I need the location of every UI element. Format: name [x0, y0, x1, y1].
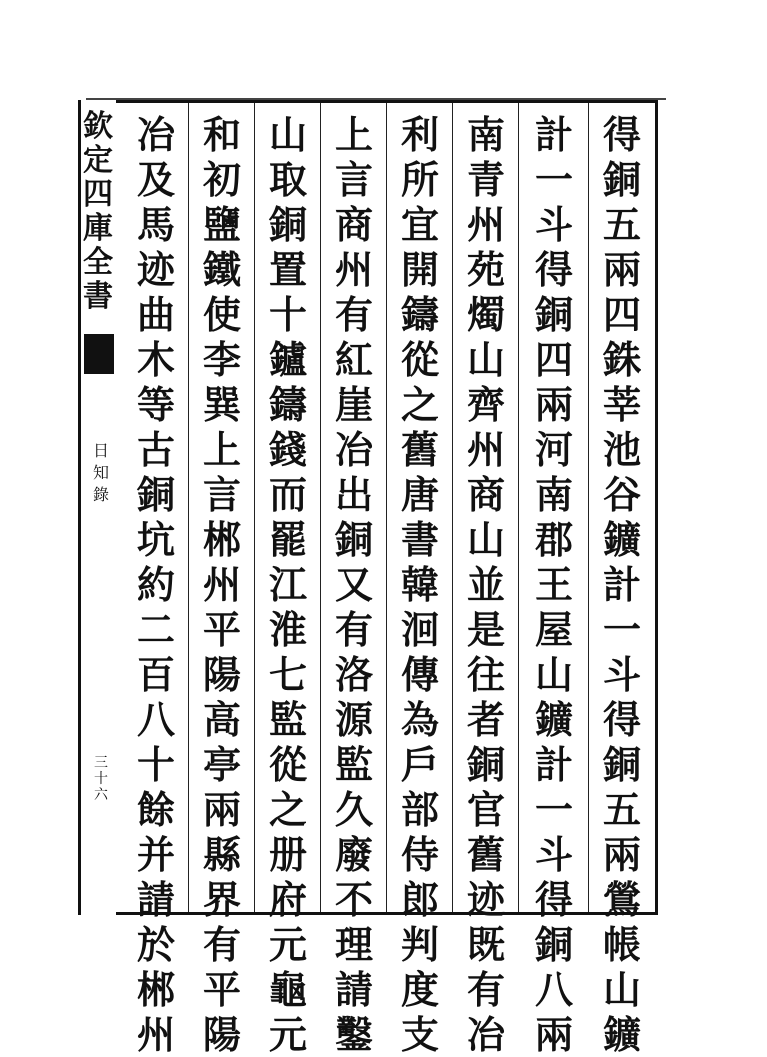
- character: 莘: [602, 382, 641, 427]
- character: 鑛: [534, 697, 573, 742]
- character: 庫: [83, 211, 113, 246]
- character: 銖: [602, 337, 641, 382]
- character: 縣: [202, 832, 241, 877]
- character: 二: [136, 607, 175, 652]
- character: 冶: [334, 427, 373, 472]
- text-column-8: [128, 112, 184, 1057]
- character: 請: [136, 877, 175, 922]
- character: 六: [94, 787, 108, 803]
- text-column-4: [392, 112, 448, 1057]
- character: 坑: [136, 517, 175, 562]
- character: 迹: [466, 877, 505, 922]
- character: 淮: [268, 607, 307, 652]
- margin-book-title: [88, 440, 114, 506]
- character: 和: [202, 112, 241, 157]
- character: 兩: [534, 382, 573, 427]
- character: 百: [136, 652, 175, 697]
- character: 得: [602, 697, 641, 742]
- character: 置: [268, 247, 307, 292]
- character: 有: [334, 292, 373, 337]
- character: 銅: [334, 517, 373, 562]
- character: 鐵: [202, 247, 241, 292]
- character: 青: [466, 157, 505, 202]
- character: 開: [400, 247, 439, 292]
- character: 源: [334, 697, 373, 742]
- character: 郴: [136, 967, 175, 1012]
- character: 日: [92, 441, 109, 460]
- character: 木: [136, 337, 175, 382]
- margin-page-number: [88, 755, 114, 803]
- character: 古: [136, 427, 175, 472]
- character: 洛: [334, 652, 373, 697]
- character: 部: [400, 787, 439, 832]
- character: 有: [466, 967, 505, 1012]
- character: 鑛: [602, 1012, 641, 1057]
- character: 者: [466, 697, 505, 742]
- character: 取: [268, 157, 307, 202]
- character: 界: [202, 877, 241, 922]
- character: 而: [268, 472, 307, 517]
- character: 舊: [400, 427, 439, 472]
- character: 罷: [268, 517, 307, 562]
- character: 傳: [400, 652, 439, 697]
- character: 李: [202, 337, 241, 382]
- character: 山: [466, 517, 505, 562]
- character: 八: [534, 967, 573, 1012]
- character: 言: [334, 157, 373, 202]
- character: 鶯: [602, 877, 641, 922]
- character: 十: [268, 292, 307, 337]
- character: 兩: [202, 787, 241, 832]
- character: 從: [268, 742, 307, 787]
- character: 南: [534, 472, 573, 517]
- column-rule: [452, 103, 453, 912]
- character: 南: [466, 112, 505, 157]
- character: 崖: [334, 382, 373, 427]
- character: 鑛: [602, 517, 641, 562]
- margin-fishtail-block: [84, 334, 114, 374]
- character: 帳: [602, 922, 641, 967]
- character: 馬: [136, 202, 175, 247]
- character: 等: [136, 382, 175, 427]
- character: 郴: [202, 517, 241, 562]
- column-rule: [320, 103, 321, 912]
- character: 鑿: [334, 1012, 373, 1057]
- character: 舊: [466, 832, 505, 877]
- character: 支: [400, 1012, 439, 1057]
- character: 餘: [136, 787, 175, 832]
- character: 屋: [534, 607, 573, 652]
- character: 斗: [534, 202, 573, 247]
- character: 得: [602, 112, 641, 157]
- character: 所: [400, 157, 439, 202]
- character: 書: [400, 517, 439, 562]
- character: 池: [602, 427, 641, 472]
- character: 計: [534, 112, 573, 157]
- text-column-2: [526, 112, 582, 1057]
- character: 山: [534, 652, 573, 697]
- character: 銅: [534, 922, 573, 967]
- character: 計: [534, 742, 573, 787]
- character: 出: [334, 472, 373, 517]
- character: 既: [466, 922, 505, 967]
- character: 州: [136, 1012, 175, 1057]
- character: 陽: [202, 1012, 241, 1057]
- character: 往: [466, 652, 505, 697]
- character: 廢: [334, 832, 373, 877]
- character: 谷: [602, 472, 641, 517]
- character: 定: [83, 143, 113, 178]
- character: 亭: [202, 742, 241, 787]
- character: 册: [268, 832, 307, 877]
- character: 監: [268, 697, 307, 742]
- character: 官: [466, 787, 505, 832]
- character: 府: [268, 877, 307, 922]
- character: 州: [466, 427, 505, 472]
- character: 五: [602, 202, 641, 247]
- character: 州: [202, 562, 241, 607]
- character: 曲: [136, 292, 175, 337]
- character: 之: [400, 382, 439, 427]
- character: 洄: [400, 607, 439, 652]
- margin-title: [80, 110, 116, 314]
- character: 十: [136, 742, 175, 787]
- character: 一: [534, 157, 573, 202]
- character: 侍: [400, 832, 439, 877]
- character: 上: [202, 427, 241, 472]
- character: 河: [534, 427, 573, 472]
- character: 銅: [466, 742, 505, 787]
- character: 得: [534, 877, 573, 922]
- column-rule: [518, 103, 519, 912]
- character: 兩: [602, 832, 641, 877]
- character: 判: [400, 922, 439, 967]
- character: 全: [83, 245, 113, 280]
- character: 錢: [268, 427, 307, 472]
- text-column-6: [260, 112, 316, 1057]
- character: 商: [334, 202, 373, 247]
- character: 商: [466, 472, 505, 517]
- character: 又: [334, 562, 373, 607]
- text-column-7: [194, 112, 250, 1057]
- character: 郡: [534, 517, 573, 562]
- character: 鹽: [202, 202, 241, 247]
- character: 山: [466, 337, 505, 382]
- character: 是: [466, 607, 505, 652]
- character: 郎: [400, 877, 439, 922]
- character: 冶: [136, 112, 175, 157]
- character: 書: [83, 279, 113, 314]
- character: 元: [268, 922, 307, 967]
- character: 於: [136, 922, 175, 967]
- character: 銅: [136, 472, 175, 517]
- character: 鑪: [268, 337, 307, 382]
- character: 三: [94, 755, 108, 771]
- character: 州: [334, 247, 373, 292]
- character: 王: [534, 562, 573, 607]
- character: 從: [400, 337, 439, 382]
- character: 銅: [602, 742, 641, 787]
- character: 宜: [400, 202, 439, 247]
- character: 平: [202, 607, 241, 652]
- character: 四: [602, 292, 641, 337]
- character: 初: [202, 157, 241, 202]
- character: 戶: [400, 742, 439, 787]
- character: 紅: [334, 337, 373, 382]
- character: 平: [202, 967, 241, 1012]
- text-column-5: [326, 112, 382, 1057]
- character: 冶: [466, 1012, 505, 1057]
- character: 鑄: [268, 382, 307, 427]
- character: 銅: [268, 202, 307, 247]
- character: 請: [334, 967, 373, 1012]
- character: 為: [400, 697, 439, 742]
- character: 五: [602, 787, 641, 832]
- character: 不: [334, 877, 373, 922]
- text-column-3: [458, 112, 514, 1057]
- character: 州: [466, 202, 505, 247]
- character: 唐: [400, 472, 439, 517]
- character: 兩: [534, 1012, 573, 1057]
- character: 銅: [534, 292, 573, 337]
- character: 巽: [202, 382, 241, 427]
- character: 久: [334, 787, 373, 832]
- character: 苑: [466, 247, 505, 292]
- character: 計: [602, 562, 641, 607]
- character: 之: [268, 787, 307, 832]
- character: 一: [534, 787, 573, 832]
- character: 並: [466, 562, 505, 607]
- character: 山: [602, 967, 641, 1012]
- character: 監: [334, 742, 373, 787]
- character: 度: [400, 967, 439, 1012]
- character: 約: [136, 562, 175, 607]
- character: 斗: [534, 832, 573, 877]
- character: 陽: [202, 652, 241, 697]
- character: 斗: [602, 652, 641, 697]
- character: 欽: [83, 109, 113, 144]
- character: 上: [334, 112, 373, 157]
- character: 銅: [602, 157, 641, 202]
- character: 鑄: [400, 292, 439, 337]
- character: 十: [94, 771, 108, 787]
- character: 齊: [466, 382, 505, 427]
- character: 元: [268, 1012, 307, 1057]
- character: 高: [202, 697, 241, 742]
- character: 兩: [602, 247, 641, 292]
- character: 一: [602, 607, 641, 652]
- character: 理: [334, 922, 373, 967]
- character: 錄: [92, 485, 109, 504]
- character: 四: [83, 177, 113, 212]
- character: 龜: [268, 967, 307, 1012]
- character: 迹: [136, 247, 175, 292]
- character: 使: [202, 292, 241, 337]
- character: 利: [400, 112, 439, 157]
- character: 四: [534, 337, 573, 382]
- column-rule: [588, 103, 589, 912]
- character: 得: [534, 247, 573, 292]
- character: 韓: [400, 562, 439, 607]
- character: 七: [268, 652, 307, 697]
- character: 山: [268, 112, 307, 157]
- column-rule: [386, 103, 387, 912]
- character: 知: [92, 463, 109, 482]
- column-rule: [188, 103, 189, 912]
- character: 八: [136, 697, 175, 742]
- character: 江: [268, 562, 307, 607]
- character: 有: [202, 922, 241, 967]
- character: 言: [202, 472, 241, 517]
- character: 并: [136, 832, 175, 877]
- character: 有: [334, 607, 373, 652]
- text-column-1: [594, 112, 650, 1057]
- character: 及: [136, 157, 175, 202]
- column-rule: [254, 103, 255, 912]
- character: 燭: [466, 292, 505, 337]
